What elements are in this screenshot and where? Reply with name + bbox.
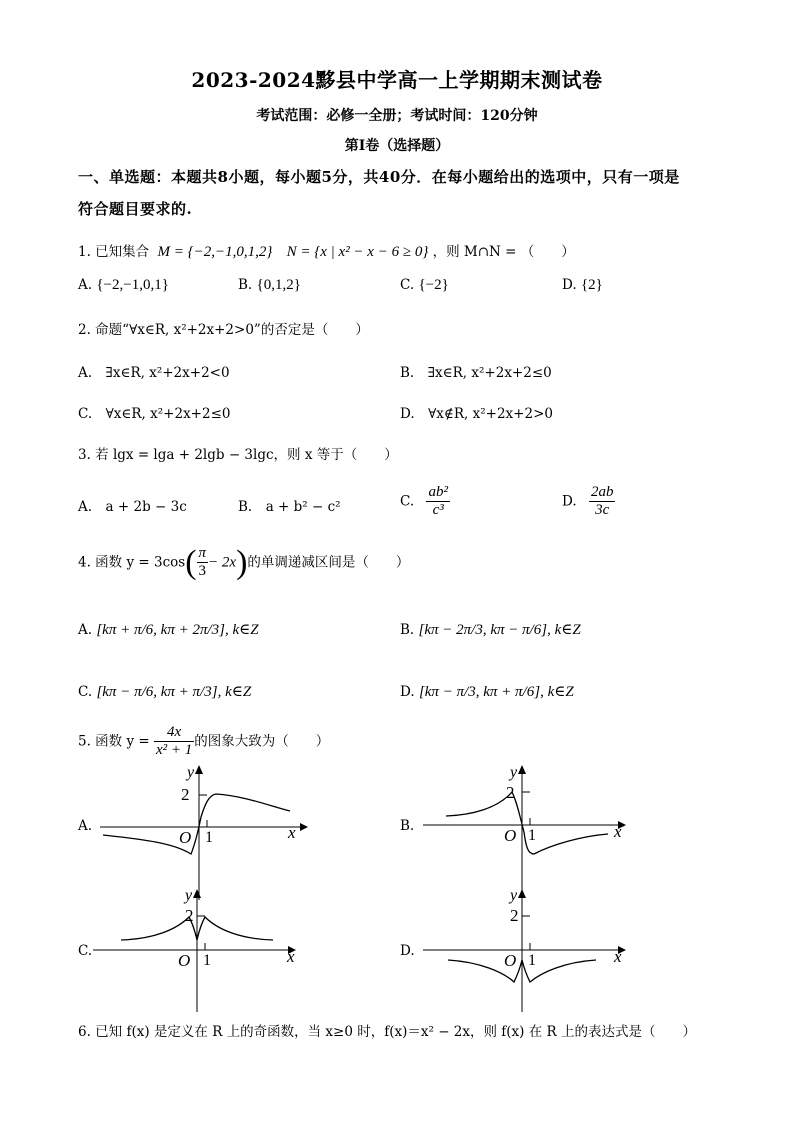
- q3c-denominator: c³: [432, 502, 444, 519]
- origin-label: O: [504, 826, 517, 845]
- q1-option-b[interactable]: B. {0,1,2}: [238, 277, 301, 293]
- q5-numerator: 4x: [154, 724, 194, 742]
- q3-option-d[interactable]: D. $\frac{2ab}{3c}$: [562, 484, 614, 519]
- section-heading-line1: 一、单选题：本题共8小题，每小题5分，共40分．在每小题给出的选项中，只有一项是: [78, 168, 680, 186]
- tick-2-label: 2: [181, 785, 190, 804]
- volume-title: 第I卷（选择题）: [344, 138, 450, 154]
- question-6-stem: 6. 已知 f(x) 是定义在 R 上的奇函数，当 x≥0 时，f(x)＝x² − 2x，则 f(x) 在 R 上的表达式是（ ）: [78, 1024, 696, 1040]
- y-arrow-icon: [193, 889, 201, 898]
- q1-option-d[interactable]: D. {2}: [562, 277, 603, 293]
- curve: [103, 794, 290, 854]
- q5-graph-b[interactable]: [418, 762, 633, 902]
- origin-label: O: [178, 951, 191, 970]
- q2-option-d[interactable]: D. ∀x∉R, x²+2x+2>0: [400, 406, 553, 422]
- q5-option-a-label[interactable]: A.: [78, 818, 93, 834]
- question-3-stem: 3. 若 lgx = lga + 2lgb − 3lgc，则 x 等于（ ）: [78, 447, 398, 463]
- q5-denominator: x² + 1: [156, 742, 193, 759]
- q2-option-b[interactable]: B. ∃x∈R, x²+2x+2≤0: [400, 365, 552, 381]
- section-heading-line2: 符合题目要求的.: [78, 200, 193, 218]
- q2-option-a[interactable]: A. ∃x∈R, x²+2x+2<0: [78, 365, 230, 381]
- q4-inner-term: − 2x: [208, 554, 237, 571]
- origin-label: O: [179, 828, 192, 847]
- y-arrow-icon: [195, 765, 203, 774]
- set-m: M = {−2,−1,0,1,2}: [157, 244, 273, 260]
- q4-option-c[interactable]: C. [kπ − π/6, kπ + π/3], k∈Z: [78, 684, 252, 700]
- q3d-denominator: 3c: [595, 502, 610, 519]
- question-1-prefix: 1. 已知集合: [78, 244, 150, 260]
- q5-graph-a[interactable]: [95, 762, 310, 902]
- origin-label: O: [504, 951, 517, 970]
- q1-option-a[interactable]: A. {−2,−1,0,1}: [78, 277, 169, 293]
- tick-2-label: 2: [506, 783, 515, 802]
- q4-pi-numerator: π: [197, 545, 209, 563]
- tick-1-label: 1: [205, 829, 213, 846]
- tick-1-label: 1: [528, 952, 536, 969]
- q5-option-b-label[interactable]: B.: [400, 818, 415, 834]
- q2-option-c[interactable]: C. ∀x∈R, x²+2x+2≤0: [78, 406, 231, 422]
- q3d-numerator: 2ab: [589, 484, 616, 502]
- set-n: N = {x | x² − x − 6 ≥ 0}: [286, 244, 429, 260]
- tick-2-label: 2: [510, 906, 519, 925]
- x-arrow-icon: [300, 823, 308, 831]
- q3-option-a[interactable]: A. a + 2b − 3c: [78, 499, 187, 515]
- exam-scope: 考试范围：必修一全册；考试时间：120分钟: [256, 108, 538, 124]
- y-label: y: [510, 887, 518, 904]
- x-label: x: [614, 947, 622, 966]
- y-arrow-icon: [518, 889, 526, 898]
- q5-graph-d[interactable]: [418, 884, 633, 1014]
- x-label: x: [287, 947, 295, 966]
- q5-option-c-label[interactable]: C.: [78, 943, 93, 959]
- q3c-numerator: ab²: [426, 484, 450, 502]
- q3-option-b[interactable]: B. a + b² − c²: [238, 499, 341, 515]
- q4-pi-denominator: 3: [198, 563, 207, 580]
- y-label: y: [510, 764, 518, 781]
- curve: [446, 792, 608, 854]
- y-label: y: [187, 764, 195, 781]
- question-2-stem: 2. 命题“∀x∈R, x²+2x+2>0”的否定是（ ）: [78, 322, 369, 338]
- question-4-stem: 4. 函数 y = 3cos( $\frac{\pi}{3}$ − 2x)的单调递减区间是（ ）: [78, 543, 410, 581]
- y-arrow-icon: [518, 765, 526, 774]
- q4-option-b[interactable]: B. [kπ − 2π/3, kπ − π/6], k∈Z: [400, 622, 581, 638]
- question-5-stem: 5. 函数 y = $\frac{4x}{\text{x² + 1}}$ 的图象大致为（ ）: [78, 724, 330, 759]
- question-1-suffix: ，则 M∩N = （ ）: [432, 244, 575, 260]
- q4-option-d[interactable]: D. [kπ − π/3, kπ + π/6], k∈Z: [400, 684, 574, 700]
- x-label: x: [614, 822, 622, 841]
- x-label: x: [288, 823, 296, 842]
- q3-option-c[interactable]: C. $\frac{\text{ab²}}{\text{c³}}$: [400, 484, 448, 519]
- exam-title: 2023-2024黟县中学高一上学期期末测试卷: [191, 68, 603, 92]
- q4-option-a[interactable]: A. [kπ + π/6, kπ + 2π/3], k∈Z: [78, 622, 259, 638]
- tick-1-label: 1: [528, 827, 536, 844]
- q5-graph-c[interactable]: [88, 884, 303, 1014]
- q5-option-d-label[interactable]: D.: [400, 943, 415, 959]
- q1-option-c[interactable]: C. {−2}: [400, 277, 449, 293]
- tick-2-label: 2: [185, 906, 194, 925]
- tick-1-label: 1: [203, 952, 211, 969]
- y-label: y: [185, 887, 193, 904]
- question-1-stem: [78, 240, 575, 261]
